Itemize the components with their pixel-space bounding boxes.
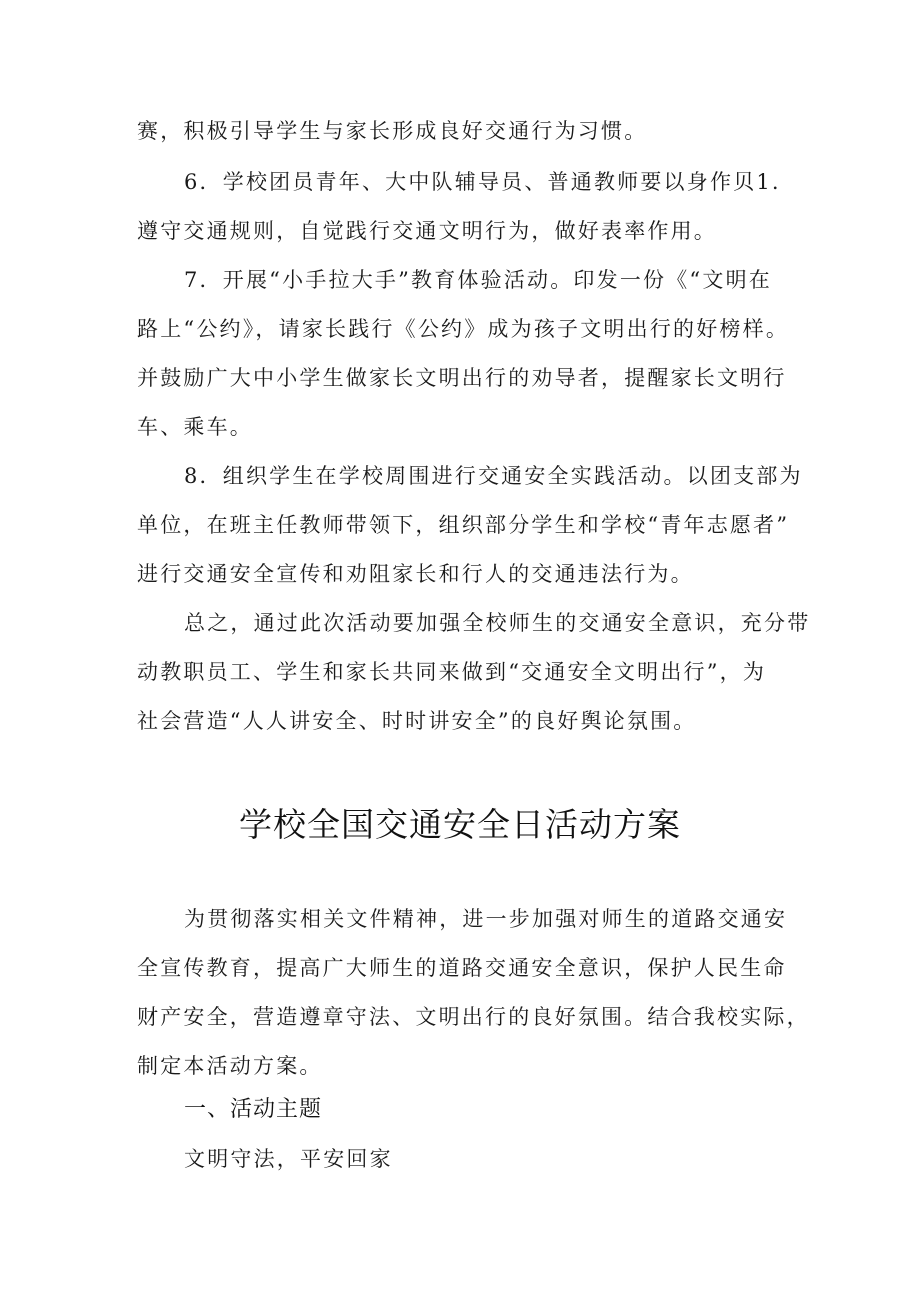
paragraph-line: 动教职员工、学生和家长共同来做到“交通安全文明出行”，为 — [137, 660, 767, 684]
paragraph-line: 路上“公约》，请家长践行《公约》成为孩子文明出行的好榜样。 — [137, 317, 790, 341]
paragraph-line: 赛，积极引导学生与家长形成良好交通行为习惯。 — [137, 119, 648, 143]
theme-text: 文明守法，平安回家 — [184, 1147, 393, 1171]
paragraph-line: 总之，通过此次活动要加强全校师生的交通安全意识，充分带 — [184, 611, 811, 635]
intro-line: 财产安全，营造遵章守法、文明出行的良好氛围。结合我校实际， — [137, 1005, 810, 1029]
paragraph-line: 7．开展“小手拉大手”教育体验活动。印发一份《“文明在 — [184, 268, 772, 292]
paragraph-line: 遵守交通规则，自觉践行交通文明行为，做好表率作用。 — [137, 219, 717, 243]
intro-line: 全宣传教育，提高广大师生的道路交通安全意识，保护人民生命 — [137, 956, 787, 980]
intro-line: 制定本活动方案。 — [137, 1054, 323, 1078]
paragraph-line: 进行交通安全宣传和劝阻家长和行人的交通违法行为。 — [137, 562, 694, 586]
paragraph-line: 并鼓励广大中小学生做家长文明出行的劝导者，提醒家长文明行 — [137, 366, 787, 390]
intro-line: 为贯彻落实相关文件精神，进一步加强对师生的道路交通安 — [184, 907, 788, 931]
section-heading: 一、活动主题 — [184, 1097, 323, 1122]
paragraph-line: 单位，在班主任教师带领下，组织部分学生和学校“青年志愿者” — [137, 513, 790, 537]
paragraph-line: 6．学校团员青年、大中队辅导员、普通教师要以身作贝1. — [184, 170, 781, 194]
paragraph-line: 社会营造“人人讲安全、时时讲安全”的良好舆论氛围。 — [137, 709, 697, 733]
paragraph-line: 8．组织学生在学校周围进行交通安全实践活动。以团支部为 — [184, 464, 803, 488]
document-title: 学校全国交通安全日活动方案 — [239, 805, 681, 844]
paragraph-line: 车、乘车。 — [137, 415, 253, 439]
